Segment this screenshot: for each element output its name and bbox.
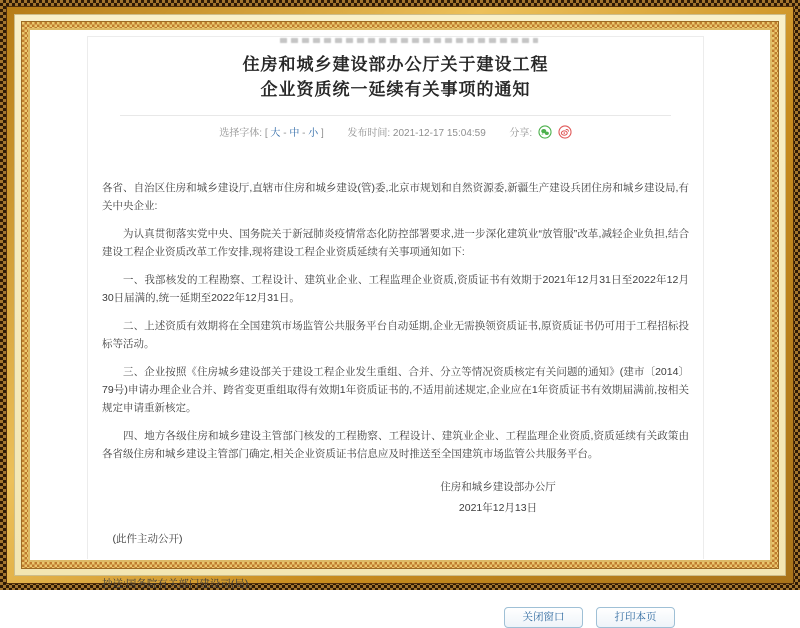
wechat-share-icon[interactable] (538, 125, 552, 139)
clipped-text-remnant (280, 38, 538, 43)
publish-time-label: 发布时间: (347, 128, 391, 139)
title-line-2: 企业资质统一延续有关事项的通知 (260, 80, 531, 99)
signature-org: 住房和城乡建设部办公厅 (440, 481, 556, 493)
font-size-small-link[interactable]: 小 (308, 128, 319, 139)
page-background (30, 30, 770, 623)
print-page-button[interactable]: 打印本页 (596, 607, 675, 628)
page-title (88, 52, 703, 102)
share-label: 分享: (509, 128, 533, 139)
item-2-paragraph: 二、上述资质有效期将在全国建筑市场监管公共服务平台自动延期,企业无需换领资质证书,原资质证书仍可用于工程招标投标等活动。 (102, 320, 689, 350)
disclosure-note: (此件主动公开) (112, 533, 183, 545)
signature-date: 2021年12月13日 (458, 502, 538, 514)
frame-inner-bead-band (21, 21, 779, 623)
action-button-row (88, 607, 703, 628)
signature-block (408, 477, 588, 519)
publish-time-value: 2021-12-17 15:04:59 (392, 128, 486, 139)
meta-bar (88, 125, 703, 141)
weibo-share-icon[interactable] (558, 125, 572, 139)
frame-gold-band (6, 6, 794, 623)
notice-document-card (87, 36, 704, 623)
font-size-label: 选择字体: (219, 128, 263, 139)
separator: - (302, 128, 306, 139)
item-3-paragraph: 三、企业按照《住房城乡建设部关于建设工程企业发生重组、合并、分立等情况资质核定有关问题的通知》(建市〔2014〕79号)申请办理企业合并、跨省变更重组取得有效期1年资质证书的,不适用前述规定,企业应在1年资质证书有效期届满前,按相关规定申请重新核定。 (102, 366, 689, 414)
item-4-paragraph: 四、地方各级住房和城乡建设主管部门核发的工程勘察、工程设计、建筑业企业、工程监理企业资质,资质延续有关政策由各省级住房和城乡建设主管部门确定,相关企业资质证书信息应及时推送至全国建筑市场监管公共服务平台。 (102, 430, 689, 460)
bracket-open: [ (264, 128, 268, 139)
bracket-close: ] (321, 128, 324, 139)
frame-cream-band (14, 14, 786, 623)
font-size-medium-link[interactable]: 中 (289, 128, 300, 139)
title-line-1: 住房和城乡建设部办公厅关于建设工程 (242, 55, 549, 74)
item-1-paragraph: 一、我部核发的工程勘察、工程设计、建筑业企业、工程监理企业资质,资质证书有效期于2021年12月31日至2022年12月30日届满的,统一延期至2022年12月31日。 (102, 274, 689, 304)
intro-paragraph: 为认真贯彻落实党中央、国务院关于新冠肺炎疫情常态化防控部署要求,进一步深化建筑业“放管服”改革,减轻企业负担,结合建设工程企业资质改革工作安排,现将建设工程企业资质延续有关事项通知如下: (102, 228, 689, 258)
close-window-button[interactable]: 关闭窗口 (504, 607, 583, 628)
title-divider (120, 115, 671, 116)
font-size-large-link[interactable]: 大 (270, 128, 281, 139)
cc-line: 抄送:国务院有关部门建设司(局)。 (102, 578, 259, 590)
separator: - (283, 128, 287, 139)
frame-inner-lip (28, 28, 772, 623)
notice-body (88, 179, 703, 463)
salutation-paragraph: 各省、自治区住房和城乡建设厅,直辖市住房和城乡建设(管)委,北京市规划和自然资源委,新疆生产建设兵团住房和城乡建设局,有关中央企业: (102, 182, 689, 212)
